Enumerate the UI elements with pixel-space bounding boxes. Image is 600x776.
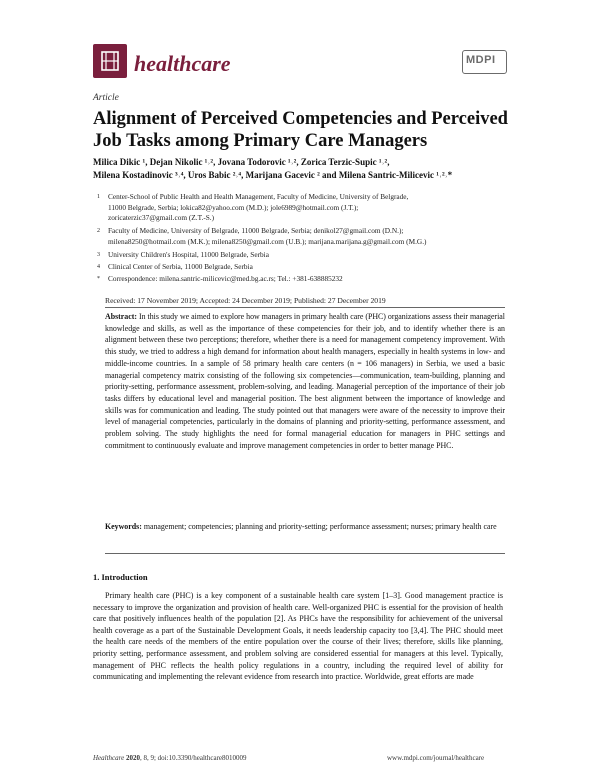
divider [105, 553, 505, 554]
correspondence-line: Correspondence: milena.santric-milicevic@med.bg.ac.rs; Tel.: +381-638885232 [108, 274, 343, 283]
affiliation-line: zoricaterzic37@gmail.com (Z.T.-S.) [108, 213, 215, 222]
abstract-label: Abstract: [105, 312, 137, 321]
affiliation-4 [97, 262, 508, 273]
keywords-text: management; competencies; planning and priority-setting; performance assessment; nurses; primary health care [143, 522, 497, 531]
section-body: Primary health care (PHC) is a key component of a sustainable health care system [1–3]. Good management practice is necessary to improve the organization and provision of health care. Well-organized PHC is essential for the provision of health care that positively influences health of the population [2]. As PHCs have the responsibility for achievement of the universal health coverage as a part of the Sustainable Development Goals, it needs leadership capacity too [3,4]. The PHC should meet the health care needs of the members of the entire population over the course of their lives; therefore, skills like planning, priority setting, performance assessment, and problem solving are considered essential for managers at this level. Typically, management of PHC reflects the health policy regulations in a country, including the required level of ability for communicating and implementing the relevant evidence from research into practice. Worldwide, great efforts are made [93, 591, 503, 682]
author-line: Milena Kostadinovic ³˒⁴, Uros Babic ²˒⁴, Marijana Gacevic ² and Milena Santric-Milicevic ¹˒²˒* [93, 170, 453, 180]
citation-year: 2020 [125, 754, 140, 762]
author-line: Milica Dikic ¹, Dejan Nikolic ¹˒², Jovana Todorovic ¹˒², Zorica Terzic-Supic ¹˒², [93, 157, 390, 167]
affiliation-number: 2 [97, 228, 100, 234]
affiliation-3 [97, 250, 508, 261]
publication-dates: Received: 17 November 2019; Accepted: 24 December 2019; Published: 27 December 2019 [105, 296, 386, 305]
article-type: Article [93, 93, 119, 103]
journal-logo-graphic [93, 44, 127, 78]
affiliation-line: Faculty of Medicine, University of Belgrade, 11000 Belgrade, Serbia; denikol27@gmail.com (D.N.); [108, 226, 404, 235]
publisher-name: MDPI [466, 54, 496, 66]
author-list [93, 156, 503, 182]
keywords [105, 521, 505, 533]
affiliation-number: 3 [97, 252, 100, 258]
divider [105, 307, 505, 308]
affiliation-number: 1 [97, 194, 100, 200]
affiliation-line: Clinical Center of Serbia, 11000 Belgrade, Serbia [108, 262, 253, 271]
affiliation-number: 4 [97, 264, 100, 270]
affiliation-line: 11000 Belgrade, Serbia; lokica82@yahoo.com (M.D.); jole6989@hotmail.com (J.T.); [108, 202, 359, 212]
journal-url[interactable]: www.mdpi.com/journal/healthcare [387, 754, 485, 762]
journal-name: healthcare [134, 51, 231, 76]
abstract [105, 311, 505, 451]
abstract-text: In this study we aimed to explore how managers in primary health care (PHC) organizations assess their managerial knowledge and skills, as well as the importance of these competencies for their job, and to identify whether there is an alignment between these two perceptions; therefore, whether there is a need for management competency improvement. With this study, we tried to address a high demand for information about health managers, especially in health systems in low- and middle-income countries. In a sample of 58 primary health care centers (n = 106 managers) in Serbia, we used a basic managerial competency matrix consisting of the following six competencies—communication, team-building, planning and priority-setting, performance assessment, problem-solving, and leading. Managerial perception of the importance of their job tasks differs by educational level and managerial position. The best alignment between the importance of knowledge and skills was for communication and leading. The study pointed out that managers were aware of the necessity to improve their level of managerial competencies, particularly in the domains of planning and priority-setting, performance assessment, and problem solving. The study highlights the need for formal managerial education for managers in PHC settings and commitment to continuously evaluate and improve management competencies in order to better manage PHC. [105, 312, 505, 450]
affiliation-1 [97, 192, 508, 224]
citation [93, 754, 247, 762]
citation-journal: Healthcare [93, 754, 125, 762]
paper-title: Alignment of Perceived Competencies and Perceived Job Tasks among Primary Care Managers [93, 109, 508, 151]
affiliation-line: University Children's Hospital, 11000 Belgrade, Serbia [108, 250, 269, 259]
affiliation-2 [97, 226, 508, 247]
correspondence [97, 274, 508, 285]
journal-logo-icon [93, 44, 127, 78]
affiliation-number: * [97, 276, 100, 282]
keywords-label: Keywords: [105, 522, 142, 531]
citation-details: , 8, 9; doi:10.3390/healthcare8010009 [139, 754, 247, 762]
section-heading: 1. Introduction [93, 572, 148, 582]
affiliation-line: milena8250@hotmail.com (M.K.); milena8250@gmail.com (U.B.); marijana.marijana.g@gmail.com (M.G.) [108, 236, 427, 246]
affiliation-line: Center-School of Public Health and Health Management, Faculty of Medicine, University of Belgrade, [108, 192, 409, 201]
